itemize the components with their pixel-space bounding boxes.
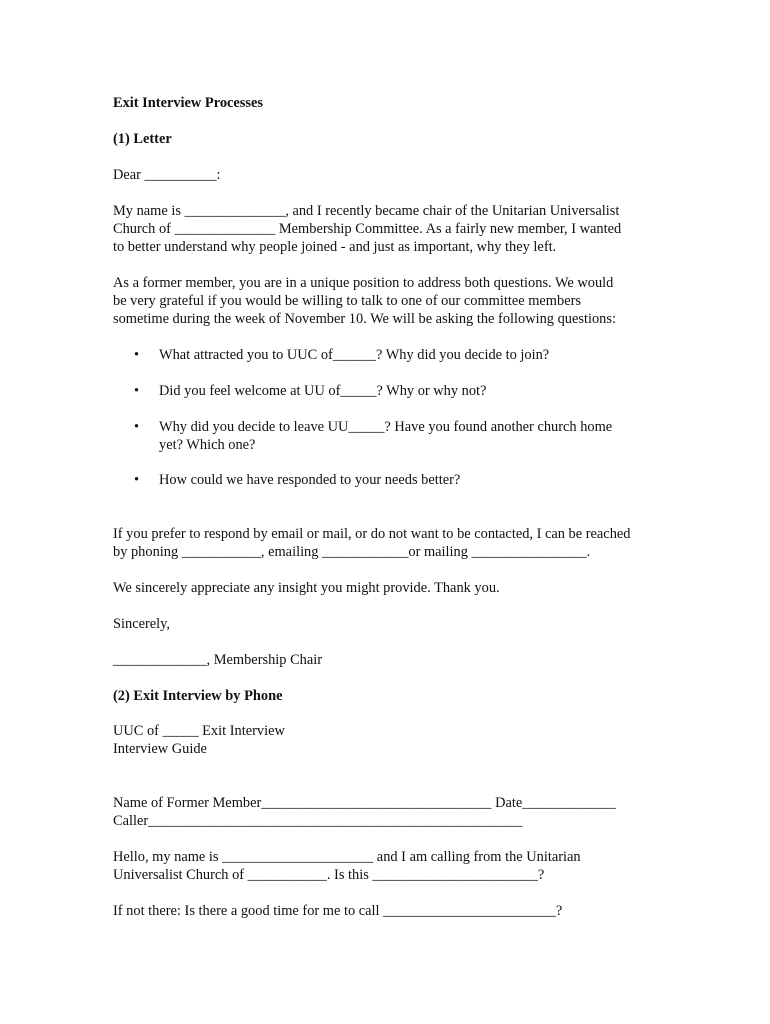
closing: Sincerely,: [113, 616, 171, 632]
question-text: What attracted you to UUC of______? Why did you decide to join?: [159, 347, 550, 363]
question-text: Did you feel welcome at UU of_____? Why or why not?: [159, 383, 487, 399]
request-line: be very grateful if you would be willing to talk to one of our committee members: [113, 293, 581, 309]
question-text: How could we have responded to your needs better?: [159, 472, 461, 488]
former-member-date-field: Name of Former Member________________________________ Date_____________: [113, 795, 616, 811]
guide-line: Interview Guide: [113, 741, 207, 757]
request-line: As a former member, you are in a unique position to address both questions. We would: [113, 275, 614, 291]
intro-line: to better understand why people joined - and just as important, why they left.: [113, 239, 557, 255]
contact-line: by phoning ___________, emailing ____________or mailing ________________.: [113, 544, 591, 560]
section-2-heading: (2) Exit Interview by Phone: [113, 688, 283, 704]
script-line: Hello, my name is _____________________ and I am calling from the Unitarian: [113, 849, 581, 865]
thanks-paragraph: We sincerely appreciate any insight you might provide. Thank you.: [113, 580, 500, 596]
intro-line: Church of ______________ Membership Committee. As a fairly new member, I wanted: [113, 221, 622, 237]
question-text: Why did you decide to leave UU_____? Have you found another church home: [159, 419, 613, 435]
script-line: Universalist Church of ___________. Is this _______________________?: [113, 867, 545, 883]
bullet-icon: •: [134, 419, 140, 435]
bullet-icon: •: [134, 347, 140, 363]
guide-line: UUC of _____ Exit Interview: [113, 723, 285, 739]
not-there-line: If not there: Is there a good time for me to call ________________________?: [113, 903, 563, 919]
section-1-heading: (1) Letter: [113, 131, 172, 147]
salutation: Dear __________:: [113, 167, 221, 183]
contact-line: If you prefer to respond by email or mail, or do not want to be contacted, I can be reached: [113, 526, 631, 542]
document-title: Exit Interview Processes: [113, 95, 263, 111]
question-text: yet? Which one?: [159, 437, 256, 453]
intro-line: My name is ______________, and I recently became chair of the Unitarian Universalist: [113, 203, 620, 219]
bullet-icon: •: [134, 472, 140, 488]
request-line: sometime during the week of November 10. We will be asking the following questions:: [113, 311, 616, 327]
caller-field: Caller____________________________________________________: [113, 813, 523, 829]
bullet-icon: •: [134, 383, 140, 399]
signature-line: _____________, Membership Chair: [113, 652, 323, 668]
